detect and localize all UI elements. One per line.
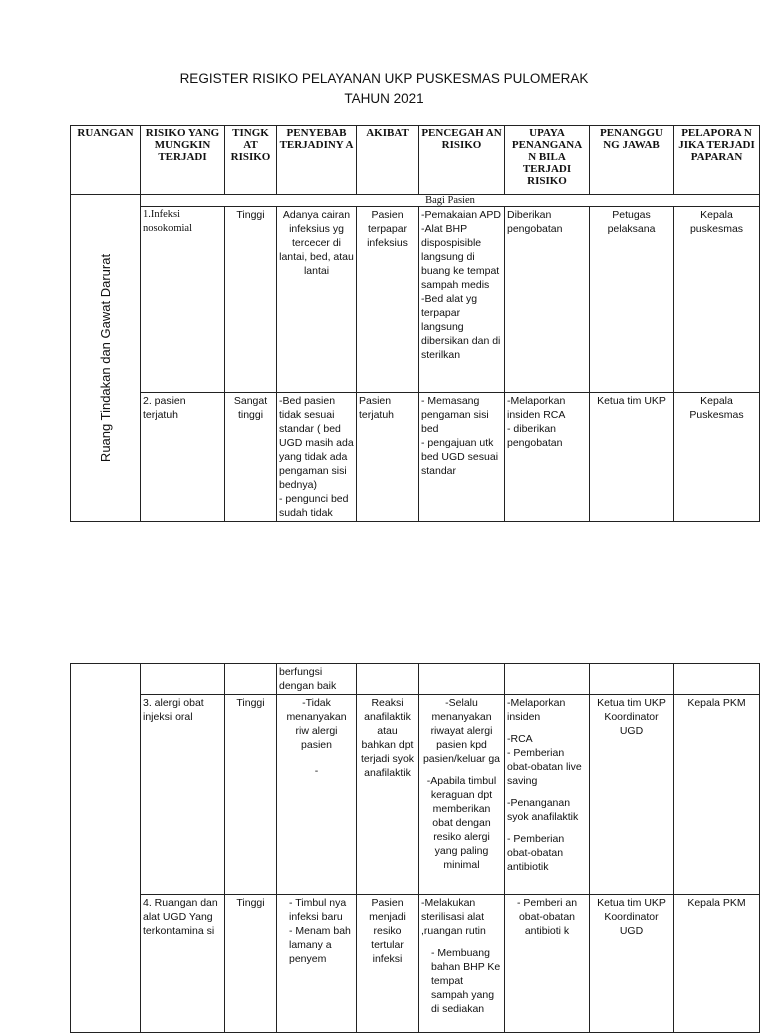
- row1-pelaporan: Kepala puskesmas: [674, 207, 760, 393]
- header-upaya: UPAYA PENANGANA N BILA TERJADI RISIKO: [505, 126, 590, 195]
- row3-risiko: 3. alergi obat injeksi oral: [141, 695, 225, 895]
- cont-risiko: [141, 664, 225, 695]
- row3-pencegahan-1: -Selalu menanyakan riwayat alergi pasien kpd pasien/keluar ga: [422, 697, 501, 765]
- row2-pencegahan-2: - pengajuan utk bed UGD sesuai standar: [421, 437, 499, 477]
- row1-pencegahan: [419, 207, 505, 393]
- row3-pelaporan: Kepala PKM: [674, 695, 760, 895]
- row4-risiko: 4. Ruangan dan alat UGD Yang terkontamina si: [141, 895, 225, 1033]
- table-row: [71, 393, 760, 522]
- row3-penanggung: Ketua tim UKP Koordinator UGD: [590, 695, 674, 895]
- table-row: [71, 895, 760, 1033]
- row3-penyebab-2: -: [314, 765, 319, 777]
- header-pelaporan: PELAPORA N JIKA TERJADI PAPARAN: [674, 126, 760, 195]
- row2-penyebab-1: -Bed pasien tidak sesuai standar ( bed UGD masih ada yang tidak ada pengaman sisi bednya): [279, 395, 354, 491]
- row1-pencegahan-1: -Pemakaian APD: [421, 209, 501, 221]
- document-year: TAHUN 2021: [344, 91, 424, 106]
- row3-akibat: Reaksi anafilaktik atau bahkan dpt terjadi syok anafilaktik: [357, 695, 419, 895]
- header-ruangan: RUANGAN: [71, 126, 141, 195]
- risk-register-table: [70, 125, 760, 522]
- room-cell-continued: [71, 664, 141, 1033]
- row3-pencegahan-2: -Apabila timbul keraguan dpt memberikan obat dengan resiko alergi yang paling minimal: [426, 775, 497, 871]
- header-pencegahan: PENCEGAH AN RISIKO: [419, 126, 505, 195]
- row4-penyebab-1: - Timbul nya infeksi baru: [289, 897, 347, 923]
- cont-tingkat: [225, 664, 277, 695]
- row4-upaya: - Pemberi an obat-obatan antibioti k: [505, 895, 590, 1033]
- row1-penanggung: Petugas pelaksana: [590, 207, 674, 393]
- row3-upaya-3: - Pemberian obat-obatan live saving: [507, 747, 582, 787]
- row4-upaya-text: Pemberi an obat-obatan antibioti k: [518, 897, 578, 937]
- header-tingkat: TINGK AT RISIKO: [225, 126, 277, 195]
- row4-penyebab-2-text: Menam bah lamany a penyem: [289, 925, 351, 965]
- subheader-bagi-pasien: Bagi Pasien: [141, 195, 760, 207]
- row3-penyebab-1: -Tidak menanyakan riw alergi pasien: [286, 697, 347, 751]
- room-cell: [71, 195, 141, 522]
- row1-upaya: Diberikan pengobatan: [505, 207, 590, 393]
- row1-risiko: 1.Infeksi nosokomial: [141, 207, 225, 393]
- row4-pencegahan: [419, 895, 505, 1033]
- room-label: Ruang Tindakan dan Gawat Darurat: [97, 253, 113, 463]
- table-header-row: [71, 126, 760, 195]
- cont-penyebab: berfungsi dengan baik: [277, 664, 357, 695]
- row4-pelaporan: Kepala PKM: [674, 895, 760, 1033]
- row2-penanggung: Ketua tim UKP: [590, 393, 674, 522]
- row2-upaya: [505, 393, 590, 522]
- row2-pelaporan: Kepala Puskesmas: [674, 393, 760, 522]
- cont-akibat: [357, 664, 419, 695]
- table-row: [71, 695, 760, 895]
- row3-penyebab: [277, 695, 357, 895]
- row1-akibat: Pasien terpapar infeksius: [357, 207, 419, 393]
- row4-penyebab-1-text: Timbul nya infeksi baru: [289, 897, 347, 923]
- row2-tingkat: Sangat tinggi: [225, 393, 277, 522]
- row2-pencegahan: [419, 393, 505, 522]
- row4-akibat: Pasien menjadi resiko tertular infeksi: [357, 895, 419, 1033]
- row1-pencegahan-3: -Bed alat yg terpapar langsung dibersikan dan di sterilkan: [421, 293, 501, 361]
- row3-upaya-1: -Melaporkan insiden: [507, 697, 566, 723]
- row3-pencegahan: [419, 695, 505, 895]
- row1-penyebab: Adanya cairan infeksius yg tercecer di lantai, bed, atau lantai: [277, 207, 357, 393]
- header-risiko: RISIKO YANG MUNGKIN TERJADI: [141, 126, 225, 195]
- cont-upaya: [505, 664, 590, 695]
- table-row: [71, 664, 760, 695]
- row2-upaya-2: - diberikan pengobatan: [507, 423, 563, 449]
- row4-penyebab-2: - Menam bah lamany a penyem: [289, 925, 351, 965]
- row2-penyebab: [277, 393, 357, 522]
- row3-upaya-5: - Pemberian obat-obatan antibiotik: [507, 833, 565, 873]
- row4-pencegahan-1: -Melakukan sterilisasi alat ,ruangan rutin: [421, 897, 486, 937]
- row3-upaya: [505, 695, 590, 895]
- row3-upaya-4: -Penanganan syok anafilaktik: [507, 797, 579, 823]
- row4-tingkat: Tinggi: [225, 895, 277, 1033]
- row2-pencegahan-1: - Memasang pengaman sisi bed: [421, 395, 489, 435]
- row3-upaya-2: -RCA: [507, 733, 533, 745]
- cont-pelaporan: [674, 664, 760, 695]
- header-penyebab: PENYEBAB TERJADINY A: [277, 126, 357, 195]
- row2-risiko: 2. pasien terjatuh: [141, 393, 225, 522]
- row4-penanggung: Ketua tim UKP Koordinator UGD: [590, 895, 674, 1033]
- row3-tingkat: Tinggi: [225, 695, 277, 895]
- cont-penanggung: [590, 664, 674, 695]
- row2-upaya-1: -Melaporkan insiden RCA: [507, 395, 566, 421]
- row1-pencegahan-2: -Alat BHP dispospisible langsung di buang ke tempat sampah medis: [421, 223, 500, 291]
- risk-register-table-continued: [70, 663, 760, 1033]
- row2-penyebab-2: - pengunci bed sudah tidak: [279, 493, 349, 519]
- row4-pencegahan-2-text: Membuang bahan BHP Ke tempat sampah yang di sediakan: [431, 947, 501, 1015]
- row2-akibat: Pasien terjatuh: [357, 393, 419, 522]
- cont-pencegahan: [419, 664, 505, 695]
- document-title: REGISTER RISIKO PELAYANAN UKP PUSKESMAS PULOMERAK: [179, 71, 589, 86]
- row4-pencegahan-2: - Membuang bahan BHP Ke tempat sampah yang di sediakan: [431, 947, 501, 1015]
- row1-tingkat: Tinggi: [225, 207, 277, 393]
- header-penanggung: PENANGGU NG JAWAB: [590, 126, 674, 195]
- table-row: [71, 207, 760, 393]
- row4-penyebab: [277, 895, 357, 1033]
- header-akibat: AKIBAT: [357, 126, 419, 195]
